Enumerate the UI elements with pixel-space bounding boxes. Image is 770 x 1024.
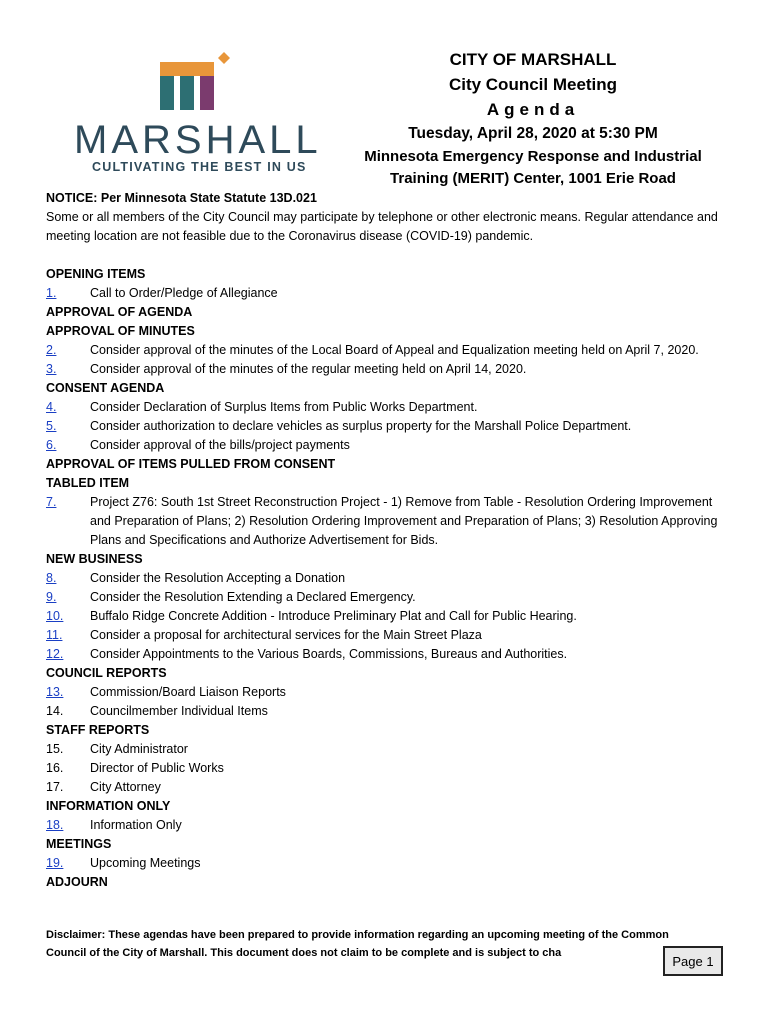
agenda-item-text: Consider a proposal for architectural services for the Main Street Plaza: [90, 628, 482, 642]
agenda-section-heading: TABLED ITEM: [46, 476, 130, 490]
agenda-section-heading: APPROVAL OF AGENDA: [46, 305, 193, 319]
agenda-item-number-link[interactable]: 12.: [46, 647, 64, 661]
agenda-item: [46, 607, 736, 626]
agenda-item-text: Information Only: [90, 818, 182, 832]
agenda-item: [46, 626, 736, 645]
agenda-item-text: Consider Appointments to the Various Boards, Commissions, Bureaus and Authorities.: [90, 647, 568, 661]
agenda-item-text: Consider approval of the bills/project payments: [90, 438, 350, 452]
logo-wordmark: MARSHALL: [74, 118, 322, 162]
agenda-item-number-link[interactable]: 18.: [46, 818, 64, 832]
agenda-title: Agenda: [486, 100, 580, 119]
agenda-item: [46, 588, 736, 607]
agenda-item: [46, 854, 736, 873]
agenda-section-heading: STAFF REPORTS: [46, 723, 150, 737]
agenda-item-text: Consider approval of the minutes of the regular meeting held on April 14, 2020.: [90, 362, 527, 376]
agenda-section-heading: OPENING ITEMS: [46, 267, 146, 281]
agenda-item-number-link[interactable]: 10.: [46, 609, 64, 623]
agenda-item-number: 16.: [46, 761, 64, 775]
marshall-m-logo-icon: [160, 50, 240, 114]
agenda-item-number-link[interactable]: 3.: [46, 362, 57, 376]
agenda-item: [46, 493, 736, 550]
agenda-item-number-link[interactable]: 5.: [46, 419, 57, 433]
agenda-item: [46, 702, 736, 721]
agenda-item-text: City Administrator: [90, 742, 188, 756]
agenda-item: [46, 398, 736, 417]
meeting-title: City Council Meeting: [448, 75, 618, 94]
meeting-location-line1: Minnesota Emergency Response and Industrial: [364, 148, 702, 165]
agenda-item-text: Buffalo Ridge Concrete Addition - Introduce Preliminary Plat and Call for Public Hearing.: [90, 609, 577, 623]
agenda-item-number-link[interactable]: 11.: [46, 628, 63, 642]
city-title: CITY OF MARSHALL: [449, 50, 617, 69]
agenda-item-number: 14.: [46, 704, 64, 718]
agenda-item: [46, 816, 736, 835]
agenda-item-number: 15.: [46, 742, 64, 756]
agenda-section-heading: MEETINGS: [46, 837, 112, 851]
notice-title: NOTICE: Per Minnesota State Statute 13D.021: [46, 191, 317, 205]
agenda-item: [46, 436, 736, 455]
agenda-item-number-link[interactable]: 4.: [46, 400, 57, 414]
agenda-item: [46, 759, 736, 778]
agenda-item: [46, 417, 736, 436]
agenda-item-text: Commission/Board Liaison Reports: [90, 685, 286, 699]
agenda-item-number-link[interactable]: 2.: [46, 343, 57, 357]
agenda-item: [46, 683, 736, 702]
agenda-item-number-link[interactable]: 1.: [46, 286, 57, 300]
page-number-badge: Page 1: [663, 946, 723, 976]
agenda-item: [46, 284, 736, 303]
agenda-item-text: Consider authorization to declare vehicles as surplus property for the Marshall Police Department.: [90, 419, 632, 433]
agenda-item-number-link[interactable]: 6.: [46, 438, 57, 452]
agenda-item-text: Director of Public Works: [90, 761, 224, 775]
agenda-item: [46, 569, 736, 588]
agenda-item-text: Upcoming Meetings: [90, 856, 201, 870]
agenda-item-number-link[interactable]: 8.: [46, 571, 57, 585]
agenda-item-text: Call to Order/Pledge of Allegiance: [90, 286, 278, 300]
agenda-list: [46, 265, 736, 892]
agenda-item-text: Consider the Resolution Extending a Declared Emergency.: [90, 590, 416, 604]
agenda-item-text: Consider the Resolution Accepting a Donation: [90, 571, 346, 585]
agenda-section-heading: COUNCIL REPORTS: [46, 666, 167, 680]
notice-text: Some or all members of the City Council may participate by telephone or other electronic means. Regular attendance and meeting location are not feasible due to the Coronavirus disease (COVID-19) pandemic.: [46, 210, 718, 243]
agenda-item-number-link[interactable]: 9.: [46, 590, 57, 604]
agenda-item-number-link[interactable]: 19.: [46, 856, 64, 870]
agenda-item-text: Councilmember Individual Items: [90, 704, 268, 718]
marshall-logo: [52, 50, 332, 180]
agenda-section-heading: CONSENT AGENDA: [46, 381, 165, 395]
agenda-item-number: 17.: [46, 780, 64, 794]
agenda-item-number-link[interactable]: 13.: [46, 685, 64, 699]
logo-tagline: CULTIVATING THE BEST IN US: [92, 160, 307, 174]
agenda-section-heading: APPROVAL OF ITEMS PULLED FROM CONSENT: [46, 457, 336, 471]
agenda-item: [46, 360, 736, 379]
agenda-section-heading: INFORMATION ONLY: [46, 799, 171, 813]
agenda-item-text: Consider Declaration of Surplus Items from Public Works Department.: [90, 400, 478, 414]
agenda-item: [46, 740, 736, 759]
agenda-item: [46, 341, 736, 360]
agenda-section-heading: APPROVAL OF MINUTES: [46, 324, 195, 338]
agenda-section-heading: ADJOURN: [46, 875, 108, 889]
agenda-item-text: Project Z76: South 1st Street Reconstruction Project - 1) Remove from Table - Resolution Ordering Improvement and Preparation of Plans; 2) Resolution Ordering Improvement and Preparation of Plans; 3) Resolution Approving Plans and Specifications and Authorize Advertisement for Bids.: [90, 495, 718, 547]
agenda-item-text: Consider approval of the minutes of the Local Board of Appeal and Equalization meeting held on April 7, 2020.: [90, 343, 699, 357]
agenda-item: [46, 645, 736, 664]
agenda-item-number-link[interactable]: 7.: [46, 495, 57, 509]
disclaimer-text: Disclaimer: These agendas have been prepared to provide information regarding an upcoming meeting of the Common Council of the City of Marshall. This document does not claim to be complete and is subject to cha: [46, 929, 669, 959]
agenda-section-heading: NEW BUSINESS: [46, 552, 143, 566]
meeting-location-line2: Training (MERIT) Center, 1001 Erie Road: [390, 170, 676, 187]
agenda-item: [46, 778, 736, 797]
agenda-item-text: City Attorney: [90, 780, 161, 794]
meeting-date: Tuesday, April 28, 2020 at 5:30 PM: [408, 125, 658, 142]
